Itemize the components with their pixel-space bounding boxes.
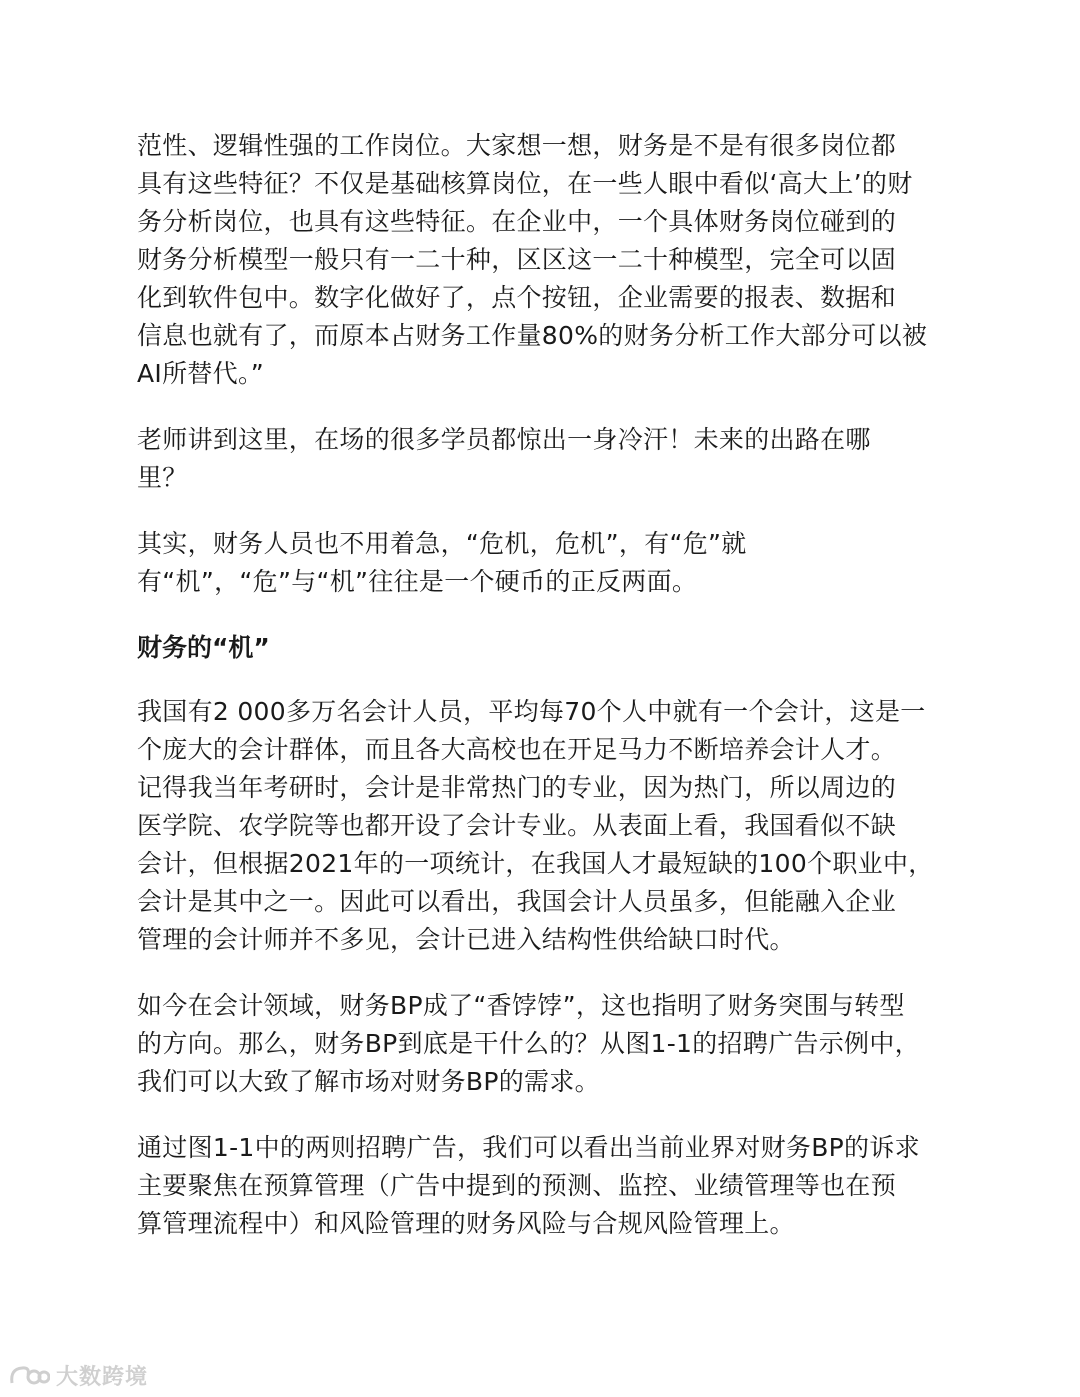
- text-line: 如今在会计领域，财务BP成了“香饽饽”，这也指明了财务突围与转型: [137, 991, 905, 1020]
- text-line: 通过图1-1中的两则招聘广告，我们可以看出当前业界对财务BP的诉求: [137, 1133, 920, 1162]
- text-line: 会计，但根据2021年的一项统计，在我国人才最短缺的100个职业中，: [137, 849, 934, 878]
- text-line: 记得我当年考研时，会计是非常热门的专业，因为热门，所以周边的: [137, 773, 897, 802]
- text-line: 范性、逻辑性强的工作岗位。大家想一想，财务是不是有很多岗位都: [137, 131, 897, 160]
- text-line: AI所替代。”: [137, 359, 265, 388]
- watermark: [8, 1360, 148, 1391]
- text-line: 财务分析模型一般只有一二十种，区区这一二十种模型，完全可以固: [137, 245, 897, 274]
- watermark-text: 大数跨境: [56, 1365, 149, 1390]
- text-line: 主要聚焦在预算管理（广告中提到的预测、监控、业绩管理等也在预: [137, 1171, 897, 1200]
- article-body: [137, 127, 957, 1271]
- text-line: 其实，财务人员也不用着急，“危机，危机”，有“危”就: [137, 529, 747, 558]
- section-heading: 财务的“机”: [137, 633, 270, 662]
- text-line: 个庞大的会计群体，而且各大高校也在开足马力不断培养会计人才。: [137, 735, 897, 764]
- text-line: 我国有2 000多万名会计人员，平均每70个人中就有一个会计，这是一: [137, 697, 926, 726]
- paragraph-2: [137, 421, 957, 497]
- text-line: 化到软件包中。数字化做好了，点个按钮，企业需要的报表、数据和: [137, 283, 897, 312]
- paragraph-1: [137, 127, 957, 393]
- text-line: 有“机”，“危”与“机”往往是一个硬币的正反两面。: [137, 567, 698, 596]
- text-line: 务分析岗位，也具有这些特征。在企业中，一个具体财务岗位碰到的: [137, 207, 897, 236]
- paragraph-6: [137, 1129, 957, 1243]
- text-line: 会计是其中之一。因此可以看出，我国会计人员虽多，但能融入企业: [137, 887, 897, 916]
- paragraph-5: [137, 987, 957, 1101]
- text-line: 的方向。那么，财务BP到底是干什么的？从图1-1的招聘广告示例中，: [137, 1029, 920, 1058]
- text-line: 具有这些特征？不仅是基础核算岗位，在一些人眼中看似‘高大上’的财: [137, 169, 913, 198]
- text-line: 算管理流程中）和风险管理的财务风险与合规风险管理上。: [137, 1209, 795, 1238]
- text-line: 信息也就有了，而原本占财务工作量80%的财务分析工作大部分可以被: [137, 321, 928, 350]
- paragraph-4: [137, 693, 957, 959]
- text-line: 里？: [137, 463, 188, 492]
- text-line: 医学院、农学院等也都开设了会计专业。从表面上看，我国看似不缺: [137, 811, 897, 840]
- paragraph-3: [137, 525, 957, 601]
- text-line: 我们可以大致了解市场对财务BP的需求。: [137, 1067, 600, 1096]
- text-line: 老师讲到这里，在场的很多学员都惊出一身冷汗！未来的出路在哪: [137, 425, 871, 454]
- logo-icon: [8, 1363, 50, 1389]
- text-line: 管理的会计师并不多见，会计已进入结构性供给缺口时代。: [137, 925, 795, 954]
